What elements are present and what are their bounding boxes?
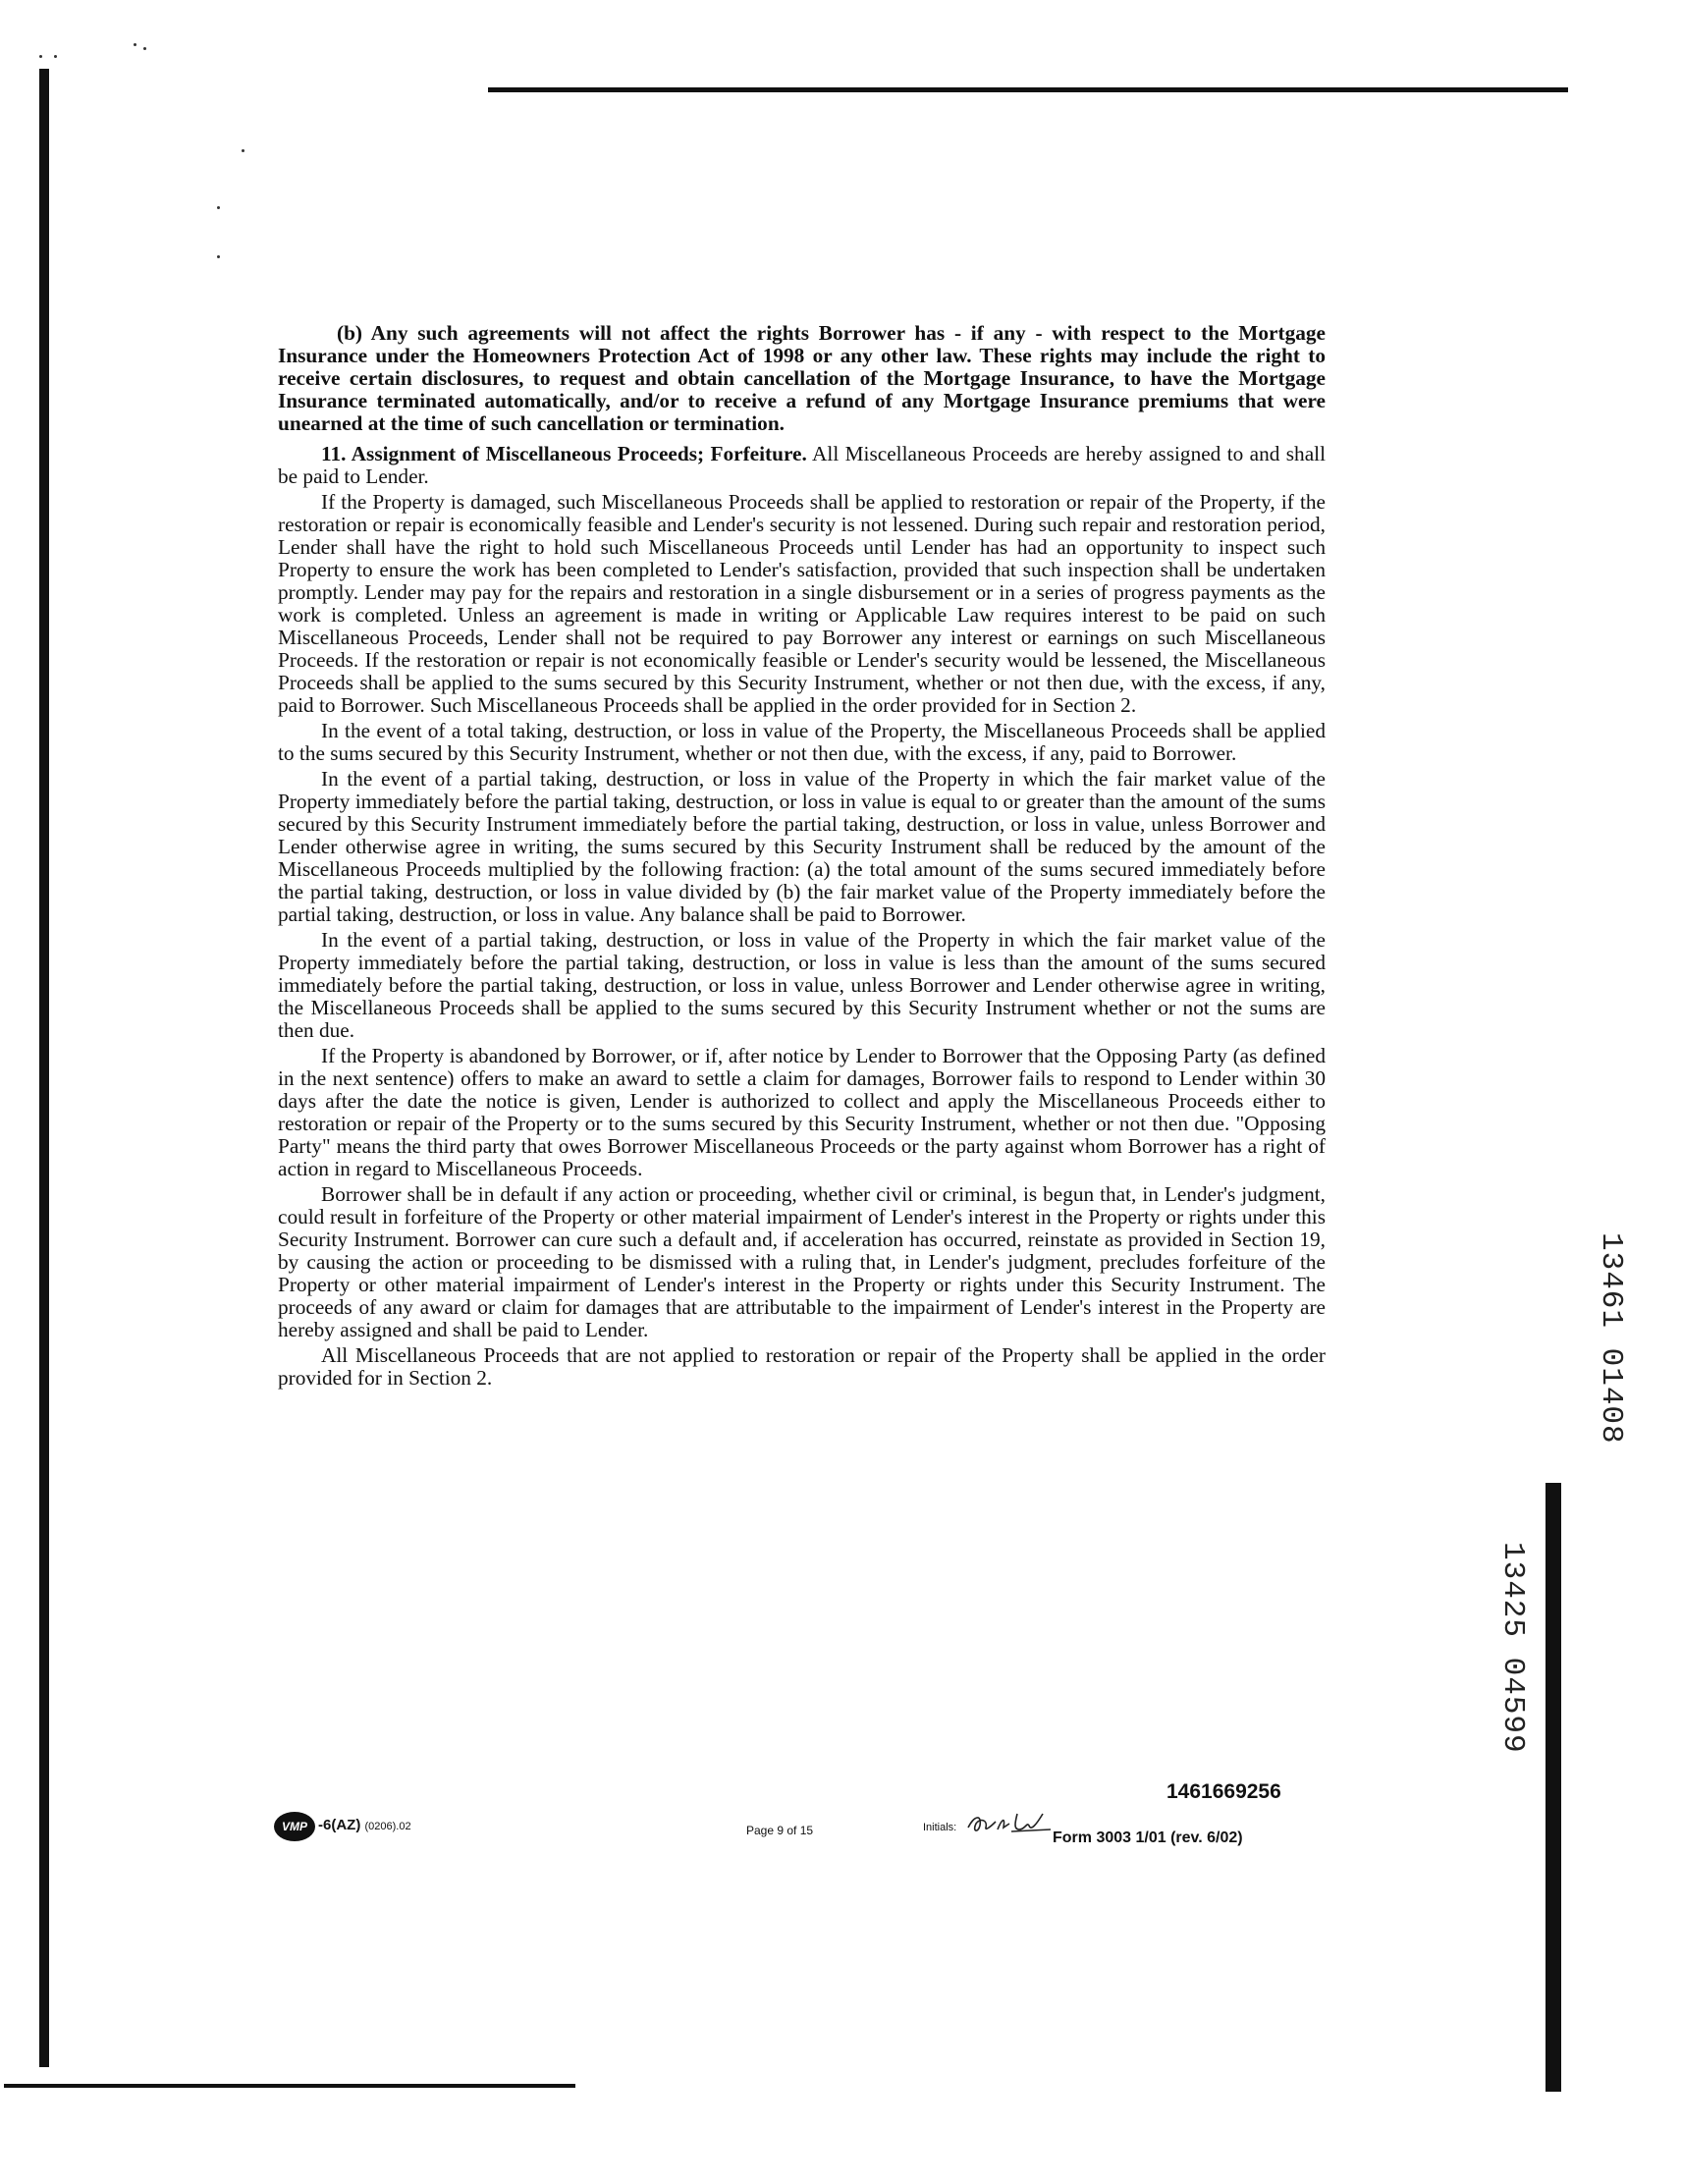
loan-number: 1461669256: [1166, 1780, 1281, 1803]
scan-speck: [39, 55, 42, 58]
scan-speck: [54, 55, 57, 58]
page-footer: [0, 1812, 1681, 1871]
scan-edge-right: [1545, 1483, 1561, 2092]
form-code-version: (0206).02: [364, 1821, 411, 1832]
initials-signature-icon: [964, 1806, 1062, 1839]
scan-speck: [217, 206, 220, 209]
paragraph-default: Borrower shall be in default if any action or proceeding, whether civil or criminal, is begun that, in Lender's judgment, could result in forfeiture of the Property or other material impairment of Lender's interest in the Property or rights under this Security Instrument. Borrower can cure such a default and, if acceleration has occurred, reinstate as provided in Section 19, by causing the action or proceeding to be dismissed with a ruling that, in Lender's judgment, precludes forfeiture of the Property or other material impairment of Lender's interest in the Property or rights under this Security Instrument. The proceeds of any award or claim for damages that are attributable to the impairment of Lender's interest in the Property are hereby assigned and shall be paid to Lender.: [278, 1182, 1326, 1341]
section-11-text: All Miscellaneous Proceeds are hereby assigned to and shall be paid to Lender.: [278, 442, 1326, 488]
paragraph-partial-taking-less: In the event of a partial taking, destruction, or loss in value of the Property in which the fair market value of the Property immediately before the partial taking, destruction, or loss in value is less than the amount of the sums secured immediately before the partial taking, destruction, or loss in value, unless Borrower and Lender otherwise agree in writing, the Miscellaneous Proceeds shall be applied to the sums secured by this Security Instrument whether or not the sums are then due.: [278, 928, 1326, 1042]
paragraph-remaining-proceeds: All Miscellaneous Proceeds that are not applied to restoration or repair of the Property shall be applied in the order provided for in Section 2.: [278, 1343, 1326, 1390]
recording-stamp-2: 13425 04599: [1495, 1542, 1530, 1754]
scan-rule-top: [488, 87, 1568, 92]
scan-speck: [217, 255, 220, 258]
scan-speck: [242, 149, 244, 152]
initials-label: Initials:: [923, 1822, 957, 1833]
form-code: [318, 1817, 411, 1833]
paragraph-abandoned: If the Property is abandoned by Borrower, or if, after notice by Lender to Borrower that the Opposing Party (as defined in the next sentence) offers to make an award to settle a claim for damages, Borrower fails to respond to Lender within 30 days after the date the notice is given, Lender is authorized to collect and apply the Miscellaneous Proceeds either to restoration or repair of the Property or to the sums secured by this Security Instrument, whether or not then due. "Opposing Party" means the third party that owes Borrower Miscellaneous Proceeds or the party against whom Borrower has a right of action in regard to Miscellaneous Proceeds.: [278, 1044, 1326, 1180]
page-number: Page 9 of 15: [746, 1824, 814, 1837]
recording-stamp-1: 13461 01408: [1594, 1232, 1628, 1445]
paragraph-partial-taking-equal: In the event of a partial taking, destruction, or loss in value of the Property in which the fair market value of the Property immediately before the partial taking, destruction, or loss in value is equal to or greater than the amount of the sums secured by this Security Instrument immediately before the partial taking, destruction, or loss in value, unless Borrower and Lender otherwise agree in writing, the sums secured by this Security Instrument shall be reduced by the amount of the Miscellaneous Proceeds multiplied by the following fraction: (a) the total amount of the sums secured immediately before the partial taking, destruction, or loss in value divided by (b) the fair market value of the Property immediately before the partial taking, destruction, or loss in value. Any balance shall be paid to Borrower.: [278, 767, 1326, 926]
form-identifier: Form 3003 1/01 (rev. 6/02): [1053, 1829, 1243, 1846]
paragraph-property-damaged: If the Property is damaged, such Miscellaneous Proceeds shall be applied to restoration or repair of the Property, if the restoration or repair is economically feasible and Lender's security is not lessened. During such repair and restoration period, Lender shall have the right to hold such Miscellaneous Proceeds until Lender has had an opportunity to inspect such Property to ensure the work has been completed to Lender's satisfaction, provided that such inspection shall be undertaken promptly. Lender may pay for the repairs and restoration in a single disbursement or in a series of progress payments as the work is completed. Unless an agreement is made in writing or Applicable Law requires interest to be paid on such Miscellaneous Proceeds, Lender shall not be required to pay Borrower any interest or earnings on such Miscellaneous Proceeds. If the restoration or repair is not economically feasible or Lender's security would be lessened, the Miscellaneous Proceeds shall be applied to the sums secured by this Security Instrument, whether or not then due, with the excess, if any, paid to Borrower. Such Miscellaneous Proceeds shall be applied in the order provided for in Section 2.: [278, 490, 1326, 717]
document-body: [278, 322, 1326, 1392]
paragraph-total-taking: In the event of a total taking, destruction, or loss in value of the Property, the Miscellaneous Proceeds shall be applied to the sums secured by this Security Instrument, whether or not then due, with the excess, if any, paid to Borrower.: [278, 719, 1326, 765]
section-11-heading: 11. Assignment of Miscellaneous Proceeds; Forfeiture.: [321, 442, 807, 465]
scan-speck: [134, 43, 136, 46]
section-11: [278, 443, 1326, 488]
form-code-main: -6(AZ): [318, 1817, 361, 1833]
vmp-logo-text: VMP: [281, 1820, 307, 1833]
scan-speck: [143, 47, 146, 50]
scan-edge-left: [39, 69, 49, 2067]
paragraph-mortgage-insurance-rights: (b) Any such agreements will not affect the rights Borrower has - if any - with respect to the Mortgage Insurance under the Homeowners Protection Act of 1998 or any other law. These rights may include the right to receive certain disclosures, to request and obtain cancellation of the Mortgage Insurance, to have the Mortgage Insurance terminated automatically, and/or to receive a refund of any Mortgage Insurance premiums that were unearned at the time of such cancellation or termination.: [278, 321, 1326, 435]
scan-rule-bottom: [4, 2084, 575, 2088]
vmp-logo-icon: [274, 1812, 315, 1841]
